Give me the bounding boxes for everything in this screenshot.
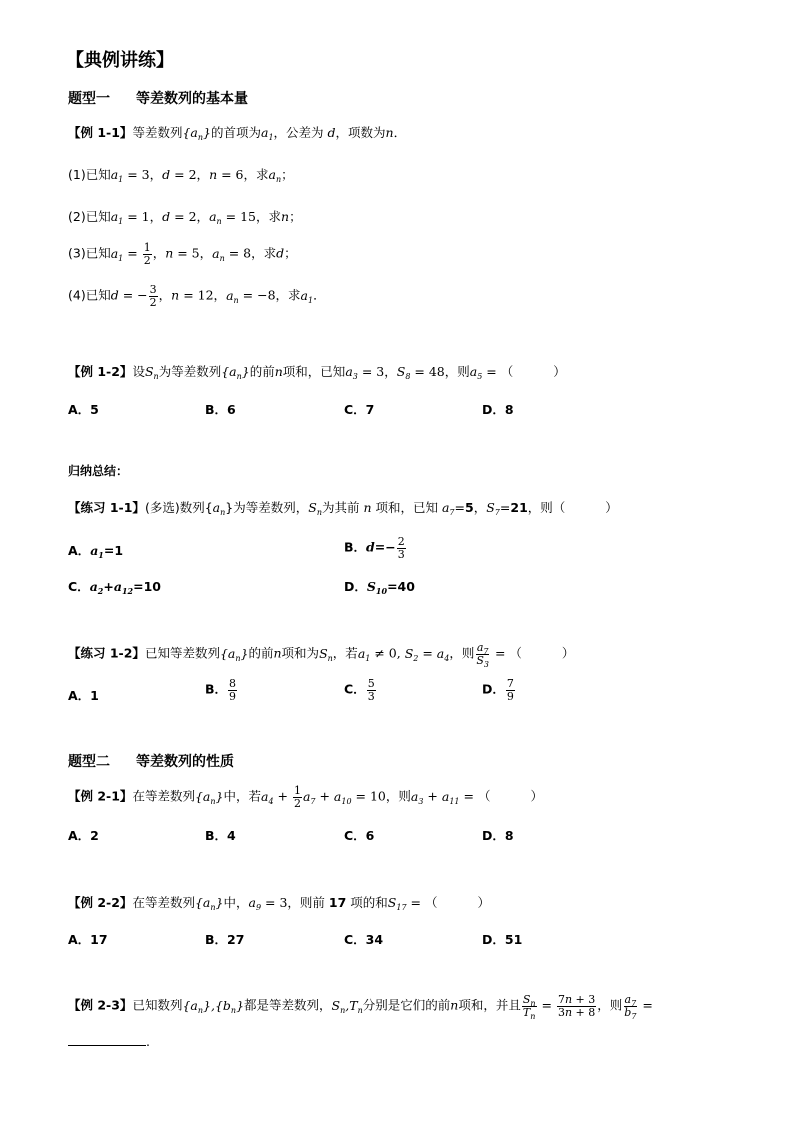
example-tag: 【例 1-1】	[68, 125, 133, 140]
option-a: A．5	[68, 402, 99, 417]
section-title: 等差数列的性质	[136, 754, 234, 770]
page-heading: 【典例讲练】	[66, 50, 174, 71]
option-d: D． $\frac{7}{9}$	[482, 677, 514, 703]
option-a: A．17	[68, 932, 108, 947]
option-b: B．6	[205, 402, 236, 417]
example-1-1-stem: 【例 1-1】等差数列$\{a_n\}$的首项为$a_1$，公差为 d，项数为n．	[68, 125, 407, 142]
option-b: B．4	[205, 828, 236, 843]
option-b: B．27	[205, 932, 245, 947]
example-1-2-stem: 【例 1-2】设$S_n$为等差数列$\{a_n\}$的前n项和，已知$a_3 = 3$，$S_8 = 48$，则$a_5$ = （ ）	[68, 364, 566, 381]
option-a: A．1	[68, 688, 99, 703]
example-2-2-stem: 【例 2-2】在等差数列$\{a_n\}$中，$a_9 = 3$，则前 17 项的和$S_{17}$ = （ ）	[68, 895, 490, 912]
practice-tag: 【练习 1-1】	[68, 500, 145, 515]
example-2-3-stem: 【例 2-3】已知数列$\{a_n\},\{b_n\}$都是等差数列，$S_n,T_n$分别是它们的前n项和，并且 $\frac{S_n}{T_n}$ = $\frac{7n + 3}{3n + 8}$ ，则 $\frac{a_7}{b_7}$ =	[68, 993, 653, 1021]
practice-1-2-stem: 【练习 1-2】已知等差数列$\{a_n\}$的前n项和为$S_n$，若$a_1 \ne 0$, $S_2 = a_4$，则 $\frac{a_7}{S_3}$ = （ ）	[68, 641, 575, 669]
option-d: D．51	[482, 932, 523, 947]
example-2-1-stem: 【例 2-1】在等差数列$\{a_n\}$中，若$a_4$ + $\frac{1}{2}$ $a_7 + a_{10} = 10$，则$a_3 + a_{11}$ = （ ）	[68, 784, 543, 810]
option-d: D．$S_{10}=40$	[344, 579, 415, 596]
section-label: 题型一	[68, 91, 110, 107]
practice-1-1-stem: 【练习 1-1】(多选)数列$\{a_n\}$为等差数列，$S_n$为其前 n 项和，已知 $a_7=5$，$S_7=21$，则（ ）	[68, 500, 618, 517]
example-tag: 【例 2-3】	[68, 997, 133, 1013]
option-c: C． $\frac{5}{3}$	[344, 677, 375, 703]
option-c: C．34	[344, 932, 384, 947]
summary-label: 归纳总结：	[68, 464, 129, 478]
section-label: 题型二	[68, 754, 110, 770]
example-tag: 【例 1-2】	[68, 364, 133, 379]
example-1-1-q4: (4)已知d = − $\frac{3}{2}$ ，n = 12，$a_n = -8$，求$a_1$．	[68, 283, 326, 309]
option-a: A．2	[68, 828, 99, 843]
option-b: B． $\frac{8}{9}$	[205, 677, 237, 703]
practice-tag: 【练习 1-2】	[68, 645, 145, 661]
example-1-1-q1: (1)已知$a_1 = 3$，d = 2，n = 6，求$a_n$；	[68, 167, 294, 184]
option-b: B．d=− $\frac{2}{3}$	[344, 535, 405, 561]
option-c: C．7	[344, 402, 375, 417]
example-tag: 【例 2-1】	[68, 788, 133, 804]
option-a: A．$a_1=1$	[68, 543, 124, 560]
example-1-1-q3: (3)已知$a_1$ = $\frac{1}{2}$ ，n = 5，$a_n = 8$，求d；	[68, 241, 297, 267]
example-tag: 【例 2-2】	[68, 895, 133, 910]
section-type1-title	[68, 88, 248, 108]
option-d: D．8	[482, 828, 514, 843]
answer-blank-line: .	[68, 1034, 150, 1049]
section-title: 等差数列的基本量	[136, 91, 248, 107]
option-d: D．8	[482, 402, 514, 417]
option-c: C．6	[344, 828, 375, 843]
option-c: C．$a_2+a_{12}=10$	[68, 579, 161, 596]
example-1-1-q2: (2)已知$a_1 = 1$，d = 2，$a_n = 15$，求n；	[68, 209, 302, 226]
answer-blank[interactable]	[68, 1044, 146, 1046]
section-type2-title	[68, 751, 234, 771]
